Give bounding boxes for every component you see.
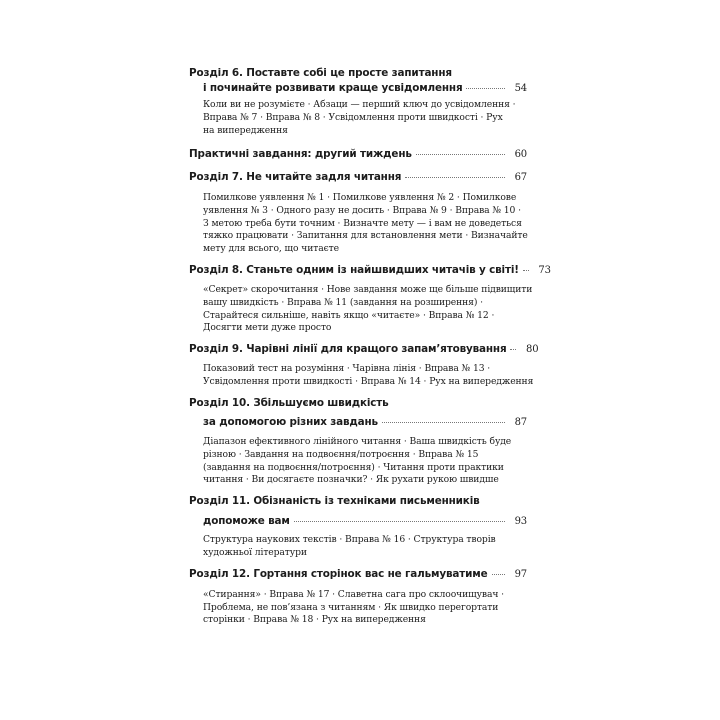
page-number: 54 <box>514 82 527 94</box>
description-line: на випередження <box>203 124 288 136</box>
description-line: різною · Завдання на подвоєння/потроєння · Вправа № 15 <box>203 448 479 460</box>
toc-entry-chapter-9 <box>189 342 539 388</box>
page-number: 73 <box>538 265 551 277</box>
chapter-description <box>189 362 534 389</box>
dot-leader <box>510 349 516 350</box>
chapter-description <box>189 192 527 257</box>
chapter-title-text: допоможе вам <box>203 514 290 527</box>
page-number: 97 <box>514 569 527 581</box>
chapter-title-line <box>189 170 527 186</box>
description-line: Усвідомлення проти швидкості · Вправа № 14 · Рух на випередження <box>203 375 534 387</box>
chapter-description <box>189 99 527 138</box>
toc-entry-chapter-10 <box>189 396 527 488</box>
chapter-title-text: Розділ 8. Станьте одним із найшвидших читачів у світі! <box>189 264 519 277</box>
chapter-title-text: за допомогою різних завдань <box>203 416 378 429</box>
description-line: сторінки · Вправа № 18 · Рух на випередження <box>203 614 426 626</box>
dot-leader <box>294 521 505 522</box>
chapter-title-text: Розділ 11. Обізнаність із техніками письменників <box>189 495 480 508</box>
description-line: Старайтеся сильніше, навіть якщо «читаєте» · Вправа № 12 · <box>203 309 495 321</box>
chapter-title-line <box>189 567 527 583</box>
page-number: 87 <box>514 417 527 429</box>
description-line: тяжко працювати · Запитання для встановлення мети · Визначайте <box>203 230 528 242</box>
chapter-description <box>189 589 527 628</box>
chapter-title-text: Розділ 7. Не читайте задля читання <box>189 171 402 184</box>
page-number: 93 <box>514 515 527 527</box>
dot-leader <box>466 88 505 89</box>
description-line: Діапазон ефективного лінійного читання · Ваша швидкість буде <box>203 435 512 447</box>
description-line: уявлення № 3 · Одного разу не досить · Вправа № 9 · Вправа № 10 · <box>203 204 521 216</box>
toc-entry-chapter-11 <box>189 494 527 560</box>
toc-entry-chapter-6 <box>189 66 527 138</box>
page-number: 67 <box>514 172 527 184</box>
description-line: вашу швидкість · Вправа № 11 (завдання на розширення) · <box>203 296 483 308</box>
dot-leader <box>405 177 505 178</box>
page-number: 60 <box>514 148 527 160</box>
chapter-title-text: і починайте розвивати краще усвідомлення <box>203 81 463 94</box>
chapter-title-text: Розділ 12. Гортання сторінок вас не гальмуватиме <box>189 568 488 581</box>
description-line: «Стирання» · Вправа № 17 · Славетна сага про склоочищувач · <box>203 588 504 600</box>
toc-entry-chapter-8 <box>189 263 551 335</box>
chapter-title-line <box>189 342 539 358</box>
chapter-title-text: Розділ 10. Збільшуємо швидкість <box>189 396 389 409</box>
toc-entry-chapter-7 <box>189 170 527 256</box>
chapter-title-line <box>189 147 527 163</box>
chapter-title-line <box>189 514 527 530</box>
description-line: мету для всього, що читаєте <box>203 243 339 255</box>
chapter-title-text: Розділ 9. Чарівні лінії для кращого запам’ятовування <box>189 343 507 356</box>
toc-entry-practice-week-2 <box>189 147 527 163</box>
chapter-title-line <box>189 81 527 97</box>
description-line: (завдання на подвоєння/потроєння) · Читання проти практики <box>203 461 504 473</box>
chapter-title-text: Практичні завдання: другий тиждень <box>189 147 412 160</box>
dot-leader <box>523 270 529 271</box>
chapter-description <box>189 534 527 560</box>
description-line: Структура наукових текстів · Вправа № 16 · Структура творів <box>203 534 496 546</box>
description-line: Коли ви не розумієте · Абзаци — перший ключ до усвідомлення · <box>203 99 516 110</box>
description-line: «Секрет» скорочитання · Нове завдання може ще більше підвищити <box>203 283 533 295</box>
dot-leader <box>492 574 505 575</box>
description-line: Вправа № 7 · Вправа № 8 · Усвідомлення проти швидкості · Рух <box>203 111 503 123</box>
chapter-title-line <box>189 494 527 509</box>
description-line: Проблема, не пов’язана з читанням · Як швидко перегортати <box>203 601 499 613</box>
dot-leader <box>382 422 505 423</box>
chapter-description <box>189 283 533 336</box>
chapter-title-line <box>189 415 527 431</box>
description-line: З метою треба бути точним · Визначте мету — і вам не доведеться <box>203 217 522 229</box>
chapter-description <box>189 436 527 488</box>
chapter-title-line <box>189 263 551 279</box>
page-number: 80 <box>526 344 539 356</box>
table-of-contents <box>189 66 551 627</box>
chapter-title-text: Розділ 6. Поставте собі це просте запитання <box>189 67 452 79</box>
description-line: читання · Ви досягаєте позначки? · Як рухати рукою швидше <box>203 474 499 486</box>
description-line: Досягти мети дуже просто <box>203 322 332 334</box>
description-line: Помилкове уявлення № 1 · Помилкове уявлення № 2 · Помилкове <box>203 191 517 203</box>
dot-leader <box>416 154 505 155</box>
toc-entry-chapter-12 <box>189 567 527 627</box>
chapter-title-line <box>189 66 527 81</box>
description-line: Показовий тест на розуміння · Чарівна лінія · Вправа № 13 · <box>203 362 491 374</box>
chapter-title-line <box>189 396 527 411</box>
description-line: художньої літератури <box>203 547 307 559</box>
